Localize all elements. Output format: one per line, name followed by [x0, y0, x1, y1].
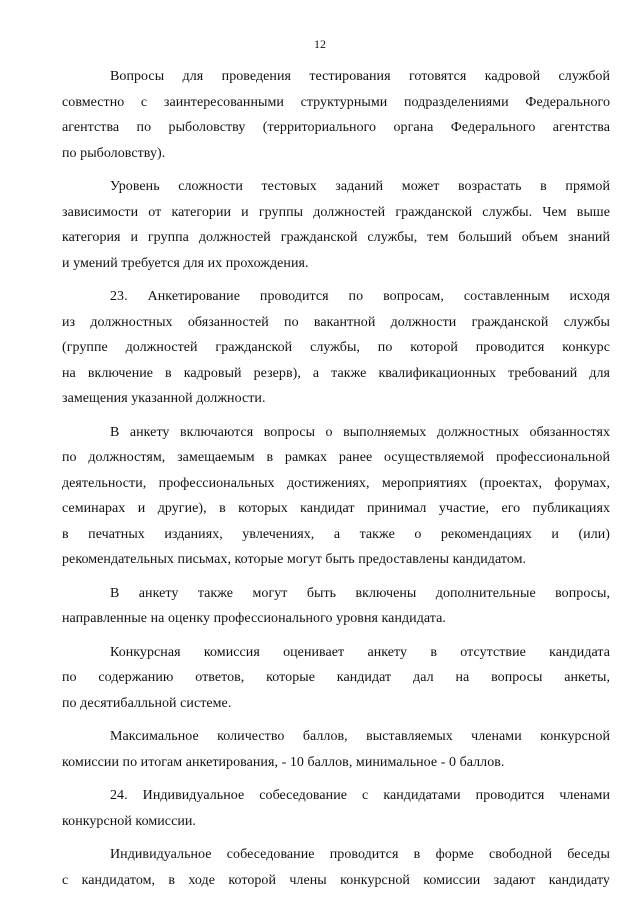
- paragraph-difficulty-level: [62, 174, 610, 276]
- text-line: зависимости от категории и группы должностей гражданской службы. Чем выше: [62, 204, 610, 220]
- text-line: рекомендательных письмах, которые могут быть предоставлены кандидатом.: [62, 552, 527, 567]
- text-line: 23. Анкетирование проводится по вопросам, составленным исходя: [110, 289, 610, 304]
- text-line: В анкету также могут быть включены дополнительные вопросы,: [110, 585, 610, 601]
- text-line: по содержанию ответов, которые кандидат дал на вопросы анкеты,: [62, 670, 610, 685]
- text-line: В анкету включаются вопросы о выполняемых должностных обязанностях: [110, 424, 610, 440]
- text-line: Уровень сложности тестовых заданий может возрастать в прямой: [110, 179, 610, 194]
- text-line: по рыболовству).: [62, 145, 166, 161]
- text-line: конкурсной комиссии.: [62, 813, 196, 829]
- text-line: (группе должностей гражданской службы, по которой проводится конкурс: [62, 340, 610, 355]
- text-line: замещения указанной должности.: [62, 391, 266, 406]
- text-line: Вопросы для проведения тестирования готовятся кадровой службой: [110, 69, 610, 84]
- text-line: агентства по рыболовству (территориального органа Федерального агентства: [62, 120, 610, 135]
- text-line: комиссии по итогам анкетирования, - 10 баллов, минимальное - 0 баллов.: [62, 754, 505, 770]
- text-line: в печатных изданиях, увлечениях, а также о рекомендациях и (или): [62, 526, 610, 542]
- paragraph-commission-evaluation: [62, 640, 610, 717]
- text-line: Индивидуальное собеседование проводится в форме свободной беседы: [110, 847, 610, 862]
- text-line: из должностных обязанностей по вакантной должности гражданской службы: [62, 314, 610, 330]
- paragraph-interview-form: [62, 842, 610, 893]
- text-line: по должностям, замещаемым в рамках ранее осуществляемой профессиональной: [62, 450, 610, 465]
- text-line: направленные на оценку профессионального уровня кандидата.: [62, 611, 446, 626]
- text-line: категория и группа должностей гражданской службы, тем больший объем знаний: [62, 230, 610, 245]
- text-line: Максимальное количество баллов, выставляемых членами конкурсной: [110, 729, 610, 744]
- document-body: [62, 64, 610, 901]
- paragraph-24-interview: [62, 783, 610, 834]
- text-line: 24. Индивидуальное собеседование с кандидатами проводится членами: [110, 788, 610, 803]
- text-line: на включение в кадровый резерв), а также квалификационных требований для: [62, 365, 610, 381]
- page-number: 12: [314, 37, 326, 51]
- paragraph-questionnaire-contents: [62, 420, 610, 573]
- text-line: деятельности, профессиональных достижениях, мероприятиях (проектах, форумах,: [62, 475, 610, 491]
- text-line: с кандидатом, в ходе которой члены конкурсной комиссии задают кандидату: [62, 872, 610, 888]
- paragraph-testing-questions: [62, 64, 610, 166]
- paragraph-23-questionnaire: [62, 284, 610, 412]
- text-line: и умений требуется для их прохождения.: [62, 255, 309, 271]
- text-line: Конкурсная комиссия оценивает анкету в отсутствие кандидата: [110, 644, 610, 660]
- text-line: совместно с заинтересованными структурными подразделениями Федерального: [62, 94, 610, 110]
- paragraph-max-score: [62, 724, 610, 775]
- text-line: по десятибалльной системе.: [62, 695, 232, 711]
- text-line: семинарах и другие), в которых кандидат принимал участие, его публикациях: [62, 501, 610, 516]
- paragraph-additional-questions: [62, 581, 610, 632]
